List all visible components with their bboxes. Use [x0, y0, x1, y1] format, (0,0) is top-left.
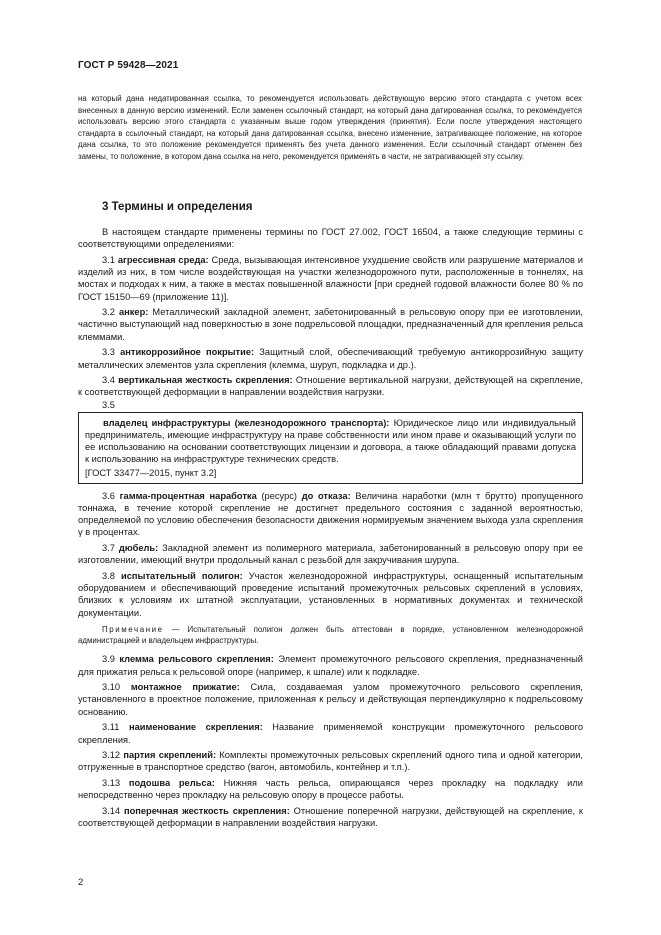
term-3-5 [85, 417, 576, 466]
term-3-3: 3.3 антикоррозийное покрытие: Защитный слой, обеспечивающий требуемую антикоррозийную защиту металлических элементов узла скрепления (клемма, шуруп, подкладка и др.). [78, 347, 583, 370]
note-paragraph [78, 624, 583, 646]
page-number: 2 [78, 877, 84, 888]
term-3-7: 3.7 дюбель: Закладной элемент из полимерного материала, забетонированный в рельсовую опору при ее изготовлении, имеющий внутри продольный канал с резьбой для закручивания шурупа. [78, 543, 583, 566]
term-definition: Величина наработки (млн т брутто) пропущенного тоннажа, в течение которой скрепление не достигнет предельного состояния с заданной вероятностью, определяемой по условию обеспечения безопасности движения нормируемым значением выхода узла скрепления γ в процентах. [78, 490, 584, 538]
term-label: испытательный полигон: [121, 571, 243, 582]
term-definition: Название применяемой конструкции промежуточного рельсового скрепления. [78, 722, 583, 745]
term-label: анкер: [118, 307, 149, 318]
term-label: монтажное прижатие: [130, 682, 240, 693]
term-definition: Отношение поперечной нагрузки, действующей на скрепление, к соответствующей деформации в направлении воздействия нагрузки. [78, 806, 583, 829]
term-label: поперечная жесткость скрепления: [123, 806, 290, 817]
intro-paragraph: на который дана недатированная ссылка, то рекомендуется использовать действующую версию этого стандарта с учетом всех внесенных в данную версию изменений. Если заменен ссылочный стандарт, на который дана датированная ссылка, то рекомендуется использовать версию этого стандарта с указанным выше годом утверждения (принятия). Если после утверждения настоящего стандарта в ссылочный стандарт, на который дана датированная ссылка, внесено изменение, затрагивающее положение, на которое дана ссылка, то это положение рекомендуется применять без учета данного изменения. Если ссылочный стандарт отменен без замены, то положение, в котором дана ссылка на него, рекомендуется применять в части, не затрагивающей эту ссылку. [78, 94, 582, 161]
term-definition: Металлический закладной элемент, забетонированный в рельсовую опору при ее изготовлении, частично выступающий над поверхностью в зоне подрельсовой площадки, предназначенный для крепления рельса клеммами. [78, 307, 583, 342]
term-3-4: 3.4 вертикальная жесткость скрепления: Отношение вертикальной нагрузки, действующей на скрепление, к соответствующей деформации в направлении воздействия нагрузки. [78, 375, 583, 398]
term-definition: Нижняя часть рельса, опирающаяся через прокладку на подкладку или непосредственно через прокладку на рельсовую опору в процессе работы. [78, 778, 583, 801]
term-label: клемма рельсового скрепления: [119, 654, 274, 665]
term-3-12: 3.12 партия скреплений: Комплекты промежуточных рельсовых скреплений одного типа и одной категории, отгруженные в транспортное средство (вагон, автомобиль, контейнер и т.п.). [78, 750, 583, 773]
note-text: — Испытательный полигон должен быть аттестован в порядке, установленном железнодорожной администрацией и владельцем инфраструктуры. [78, 624, 583, 646]
term-label: наименование скрепления: [128, 722, 263, 733]
term-definition: Закладной элемент из полимерного материала, забетонированный в рельсовую опору при ее изготовлении, имеющий внутри продольный канал с резьбой для закручивания шурупа. [78, 543, 583, 566]
term-label: вертикальная жесткость скрепления: [118, 375, 293, 386]
term-label: владелец инфраструктуры (железнодорожного транспорта): [103, 417, 390, 428]
term-label: партия скреплений: [123, 750, 217, 761]
term-definition: Среда, вызывающая интенсивное ухудшение свойств или разрушение материалов и изделий из них, в том числе воздействующая на участки железнодорожного пути, расположенные в тоннелях, на мостах и подходах к ним, а также в местах повышенной влажности [при средней годовой влажности более 80 % по ГОСТ 15150—69 (приложение 11)]. [78, 254, 583, 302]
term-definition: Отношение вертикальной нагрузки, действующей на скрепление, к соответствующей деформации в направлении воздействия нагрузки. [78, 375, 583, 398]
term-3-9: 3.9 клемма рельсового скрепления: Элемент промежуточного рельсового скрепления, предназначенный для прижатия рельса к рельсовой опоре (например, к шпале) или к подкладке. [78, 654, 583, 677]
lead-paragraph: В настоящем стандарте применены термины по ГОСТ 27.002, ГОСТ 16504, а также следующие термины с соответствующими определениями: [78, 227, 583, 250]
term-label: гамма-процентная наработка [119, 490, 257, 501]
note-label: Примечание [102, 624, 164, 634]
term-3-5-frame [78, 412, 583, 484]
term-definition: Защитный слой, обеспечивающий требуемую антикоррозийную защиту металлических элементов узла скрепления (клемма, шуруп, подкладка и др.). [78, 347, 583, 370]
term-definition: Элемент промежуточного рельсового скрепления, предназначенный для прижатия рельса к рельсовой опоре (например, к шпале) или к подкладке. [78, 654, 583, 677]
term-3-6: 3.6 гамма-процентная наработка (ресурс) до отказа: Величина наработки (млн т брутто) пропущенного тоннажа, в течение которой скрепление не достигнет предельного состояния с заданной вероятностью, определяемой по условию обеспечения безопасности движения нормируемым значением выхода узла скрепления γ в процентах. [78, 490, 584, 538]
term-definition: Юридическое лицо или индивидуальный предприниматель, имеющие инфраструктуру на праве собственности или ином праве и оказывающий услуги по ее использованию на основании соответствующих лицензии и договора, а также обладающий правами допуска к использованию на инфраструктуре технических средств. [85, 417, 576, 465]
term-definition: Сила, создаваемая узлом промежуточного рельсового скрепления, установленного в проектное положение, приложенная к рельсу и действующая перпендикулярно к подрельсовому основанию. [78, 682, 583, 717]
term-label: дюбель: [118, 543, 159, 554]
section-heading: 3 Термины и определения [102, 201, 253, 213]
term-definition: Комплекты промежуточных рельсовых скреплений одного типа и одной категории, отгруженные в транспортное средство (вагон, автомобиль, контейнер и т.п.). [78, 750, 583, 773]
definitions-body [78, 226, 583, 833]
term-3-11: 3.11 наименование скрепления: Название применяемой конструкции промежуточного рельсового скрепления. [78, 722, 583, 745]
term-3-5-number: 3.5 [102, 399, 115, 410]
term-3-10: 3.10 монтажное прижатие: Сила, создаваемая узлом промежуточного рельсового скрепления, установленного в проектное положение, приложенная к рельсу и действующая перпендикулярно к подрельсовому основанию. [78, 682, 583, 717]
term-3-2: 3.2 анкер: Металлический закладной элемент, забетонированный в рельсовую опору при ее изготовлении, частично выступающий над поверхностью в зоне подрельсовой площадки, предназначенный для крепления рельса клеммами. [78, 307, 583, 342]
term-label: агрессивная среда: [117, 254, 209, 265]
term-3-13: 3.13 подошва рельса: Нижняя часть рельса, опирающаяся через прокладку на подкладку или непосредственно через прокладку на рельсовую опору в процессе работы. [78, 778, 583, 801]
term-3-1: 3.1 агрессивная среда: Среда, вызывающая интенсивное ухудшение свойств или разрушение материалов и изделий из них, в том числе воздействующая на участки железнодорожного пути, расположенные в тоннелях, на мостах и подходах к ним, а также в местах повышенной влажности [при средней годовой влажности более 80 % по ГОСТ 15150—69 (приложение 11)]. [78, 254, 583, 302]
term-label: подошва рельса: [128, 778, 215, 789]
term-source-reference: [ГОСТ 33477—2015, пункт 3.2] [85, 467, 217, 478]
term-3-8: 3.8 испытательный полигон: Участок железнодорожной инфраструктуры, оснащенный испытательным оборудованием и обеспечивающий проведение испытаний промежуточных рельсовых скреплений в условиях, близких к условиям их штатной эксплуатации, установленных в нормативных документах и технической документации. [78, 571, 584, 618]
term-definition: Участок железнодорожной инфраструктуры, оснащенный испытательным оборудованием и обеспечивающий проведение испытаний промежуточных рельсовых скреплений в условиях, близких к условиям их штатной эксплуатации, установленных в нормативных документах и технической документации. [78, 571, 584, 618]
term-3-14: 3.14 поперечная жесткость скрепления: Отношение поперечной нагрузки, действующей на скрепление, к соответствующей деформации в направлении воздействия нагрузки. [78, 806, 583, 829]
document-header: ГОСТ Р 59428—2021 [78, 60, 179, 71]
term-label: до отказа: [301, 490, 351, 501]
term-label: антикоррозийное покрытие: [120, 347, 255, 358]
